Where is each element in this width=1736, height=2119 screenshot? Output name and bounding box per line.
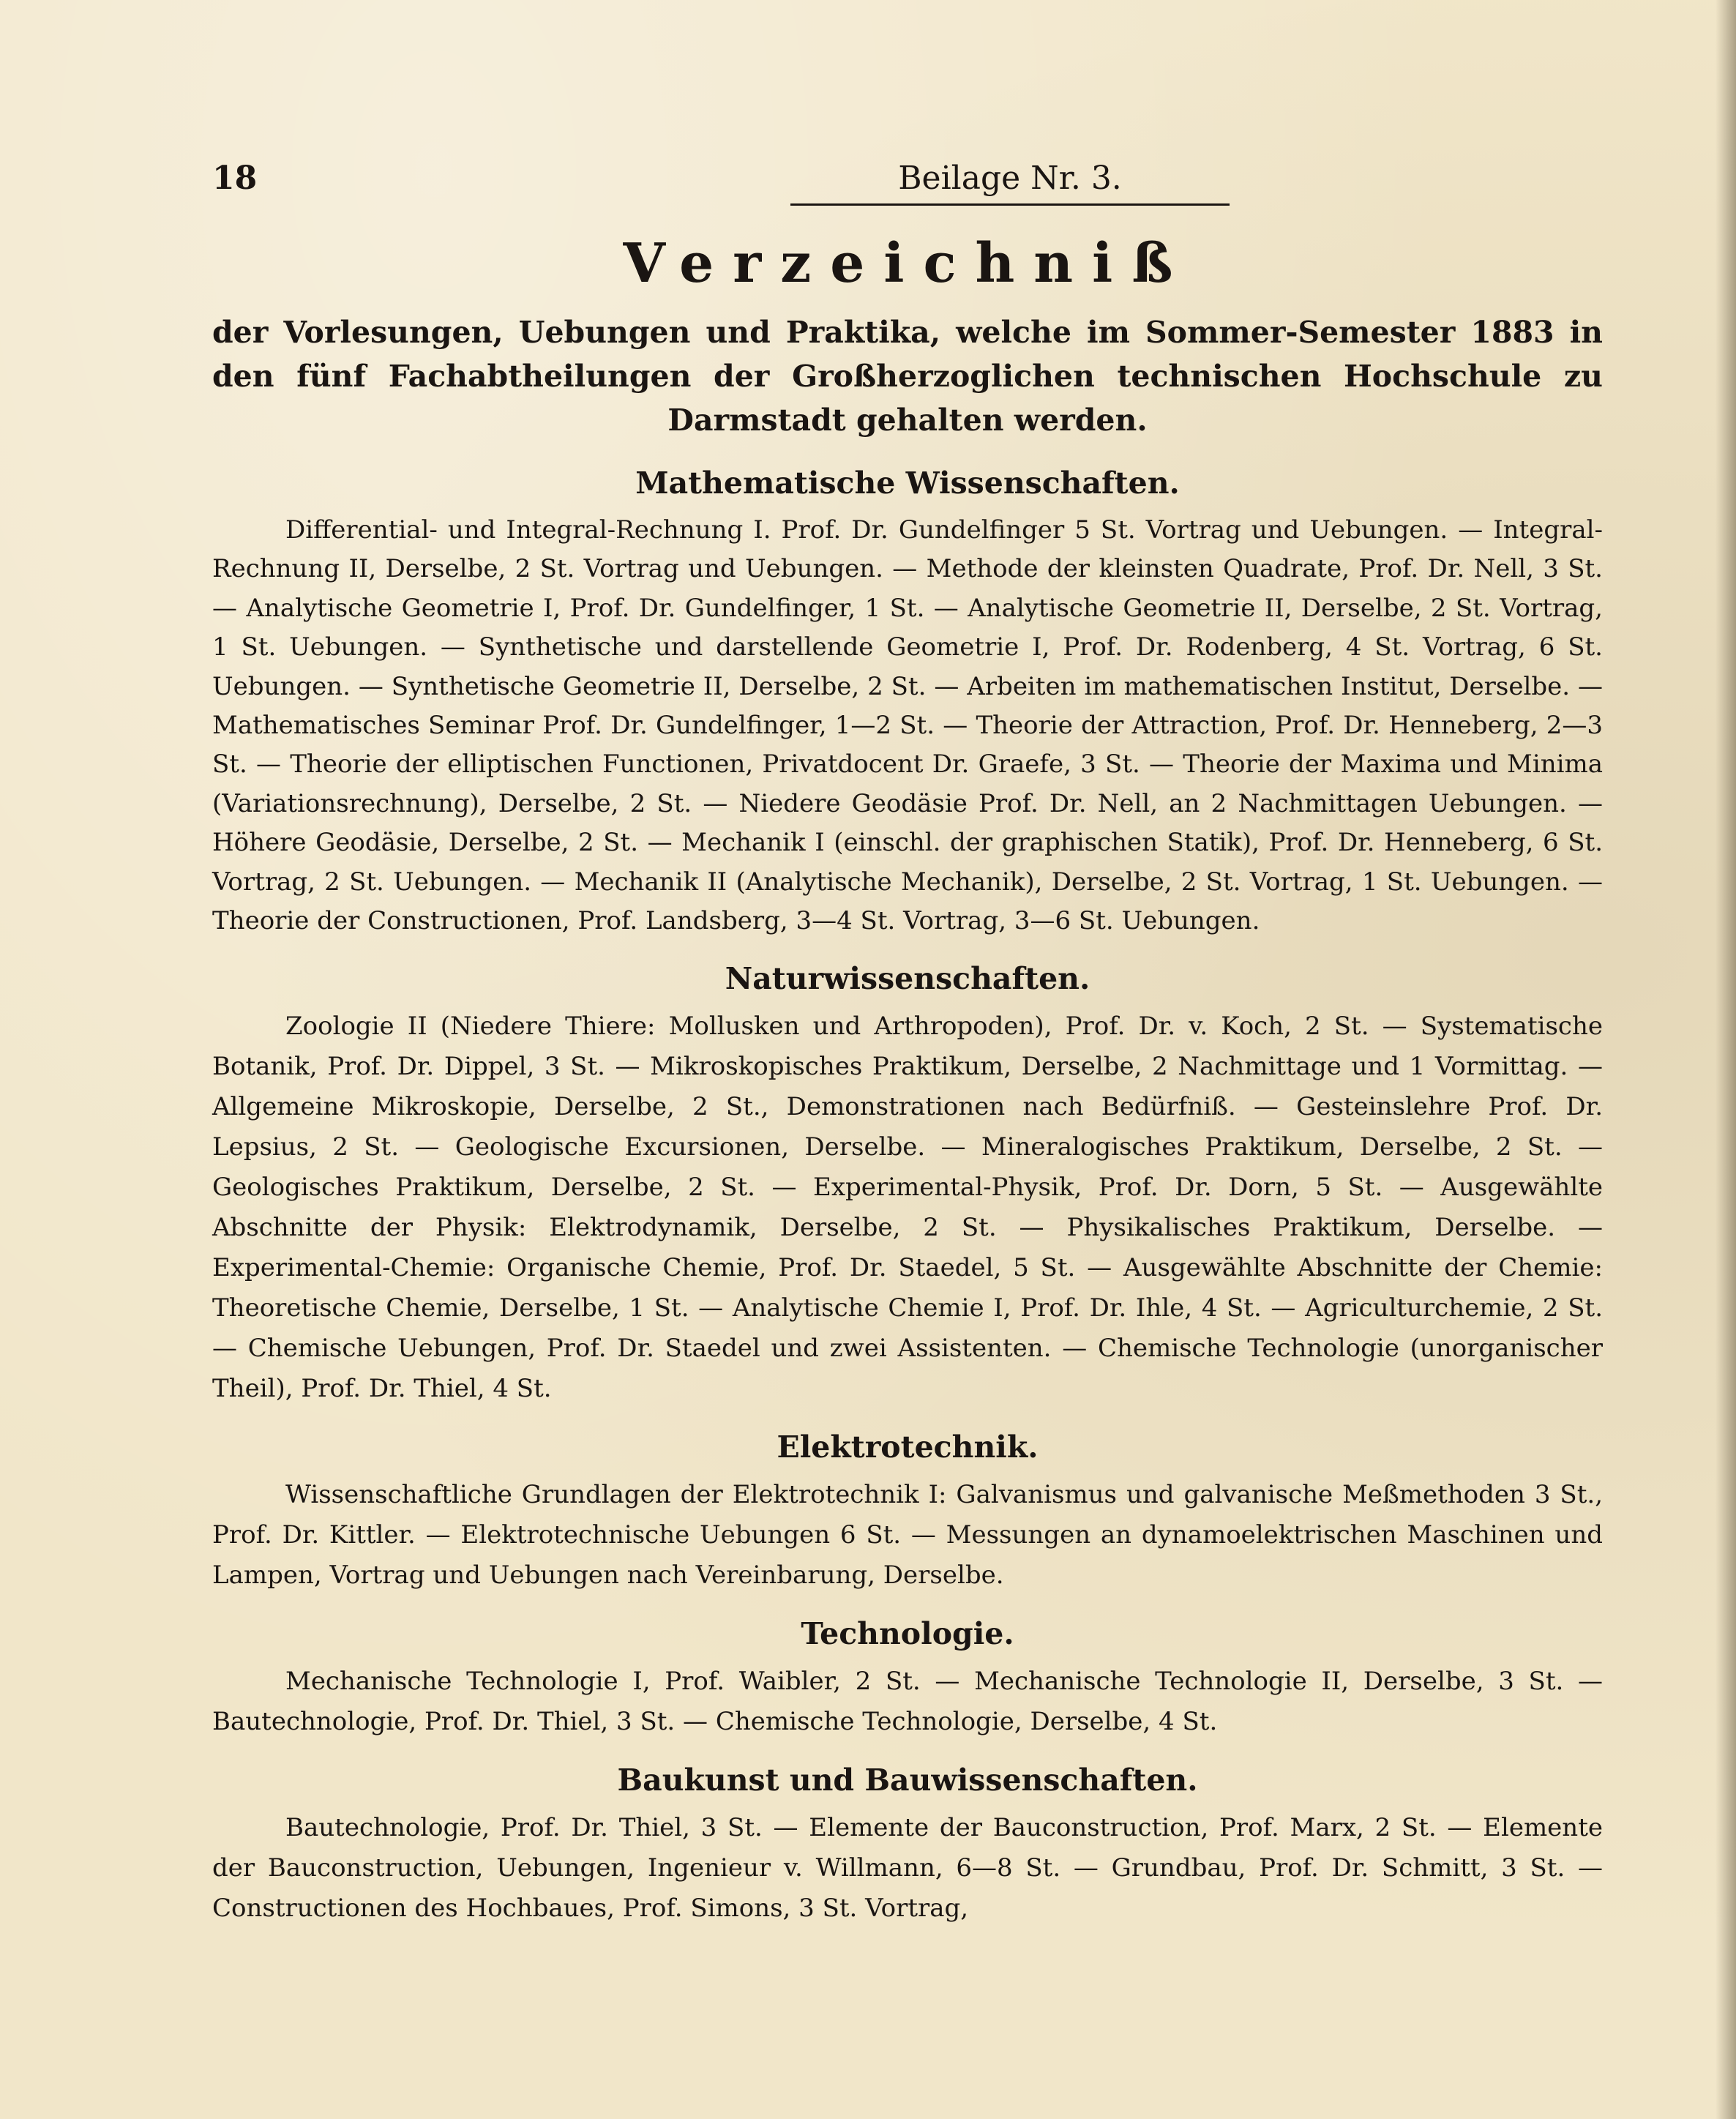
page-number: 18 (212, 160, 258, 197)
document-content (212, 233, 1603, 1939)
section-heading: Naturwissenschaften. (725, 961, 1090, 997)
section-body: Mechanische Technologie I, Prof. Waibler, 2 St. — Mechanische Technologie II, Derselbe, 3 St. — Bautechnologie, Prof. Dr. Thiel, 3 St. — Chemische Technologie, Derselbe, 4 St. (212, 1667, 1603, 1737)
section-heading: Baukunst und Bauwissenschaften. (617, 1763, 1198, 1798)
section-heading: Technologie. (801, 1616, 1014, 1652)
page-header (212, 160, 1603, 211)
section-heading: Elektrotechnik. (777, 1430, 1039, 1465)
section-body: Bautechnologie, Prof. Dr. Thiel, 3 St. — Elemente der Bauconstruction, Prof. Marx, 2 St. — Elemente der Bauconstruction, Uebungen, Ingenieur v. Willmann, 6—8 St. — Grundbau, Prof. Dr. Schmitt, 3 St. — Constructionen des Hochbaues, Prof. Simons, 3 St. Vortrag, (212, 1813, 1603, 1924)
document-title: Verzeichniß (623, 232, 1192, 295)
section-body: Zoologie II (Niedere Thiere: Mollusken und Arthropoden), Prof. Dr. v. Koch, 2 St. — Systematische Botanik, Prof. Dr. Dippel, 3 St. — Mikroskopisches Praktikum, Derselbe, 2 Nachmittage und 1 Vormittag. — Allgemeine Mikroskopie, Derselbe, 2 St., Demonstrationen nach Bedürfniß. — Gesteinslehre Prof. Dr. Lepsius, 2 St. — Geologische Excursionen, Derselbe. — Mineralogisches Praktikum, Derselbe, 2 St. — Geologisches Praktikum, Derselbe, 2 St. — Experimental-Physik, Prof. Dr. Dorn, 5 St. — Ausgewählte Abschnitte der Physik: Elektrodynamik, Derselbe, 2 St. — Physikalisches Praktikum, Derselbe. — Experimental-Chemie: Organische Chemie, Prof. Dr. Staedel, 5 St. — Ausgewählte Abschnitte der Chemie: Theoretische Chemie, Derselbe, 1 St. — Analytische Chemie I, Prof. Dr. Ihle, 4 St. — Agriculturchemie, 2 St. — Chemische Uebungen, Prof. Dr. Staedel und zwei Assistenten. — Chemische Technologie (unorganischer Theil), Prof. Dr. Thiel, 4 St. (212, 1012, 1603, 1404)
section-architecture (212, 1758, 1603, 1929)
section-body: Wissenschaftliche Grundlagen der Elektrotechnik I: Galvanismus und galvanische Meßmethoden 3 St., Prof. Dr. Kittler. — Elektrotechnische Uebungen 6 St. — Messungen an dynamoelektrischen Maschinen und Lampen, Vortrag und Uebungen nach Vereinbarung, Derselbe. (212, 1480, 1603, 1591)
section-body: Differential- und Integral-Rechnung I. Prof. Dr. Gundelfinger 5 St. Vortrag und Uebungen. — Integral-Rechnung II, Derselbe, 2 St. Vortrag und Uebungen. — Methode der kleinsten Quadrate, Prof. Dr. Nell, 3 St. — Analytische Geometrie I, Prof. Dr. Gundelfinger, 1 St. — Analytische Geometrie II, Derselbe, 2 St. Vortrag, 1 St. Uebungen. — Synthetische und darstellende Geometrie I, Prof. Dr. Rodenberg, 4 St. Vortrag, 6 St. Uebungen. — Synthetische Geometrie II, Derselbe, 2 St. — Arbeiten im mathematischen Institut, Derselbe. — Mathematisches Seminar Prof. Dr. Gundelfinger, 1—2 St. — Theorie der Attraction, Prof. Dr. Henneberg, 2—3 St. — Theorie der elliptischen Functionen, Privatdocent Dr. Graefe, 3 St. — Theorie der Maxima und Minima (Variationsrechnung), Derselbe, 2 St. — Niedere Geodäsie Prof. Dr. Nell, an 2 Nachmittagen Uebungen. — Höhere Geodäsie, Derselbe, 2 St. — Mechanik I (einschl. der graphischen Statik), Prof. Dr. Henneberg, 6 St. Vortrag, 2 St. Uebungen. — Mechanik II (Analytische Mechanik), Derselbe, 2 St. Vortrag, 1 St. Uebungen. — Theorie der Constructionen, Prof. Landsberg, 3—4 St. Vortrag, 3—6 St. Uebungen. (212, 515, 1603, 936)
header-rule (790, 203, 1230, 206)
section-electrical-engineering (212, 1425, 1603, 1596)
section-heading: Mathematische Wissenschaften. (635, 466, 1180, 501)
section-mathematics (212, 461, 1603, 941)
section-technology (212, 1612, 1603, 1742)
section-natural-sciences (212, 957, 1603, 1409)
page-edge-shadow (1716, 0, 1736, 2119)
running-head: Beilage Nr. 3. (898, 160, 1122, 197)
document-subtitle: der Vorlesungen, Uebungen und Praktika, welche im Sommer-Semester 1883 in den fünf Fachabtheilungen der Großherzoglichen technischen Hochschule zu Darmstadt gehalten werden. (212, 315, 1603, 438)
